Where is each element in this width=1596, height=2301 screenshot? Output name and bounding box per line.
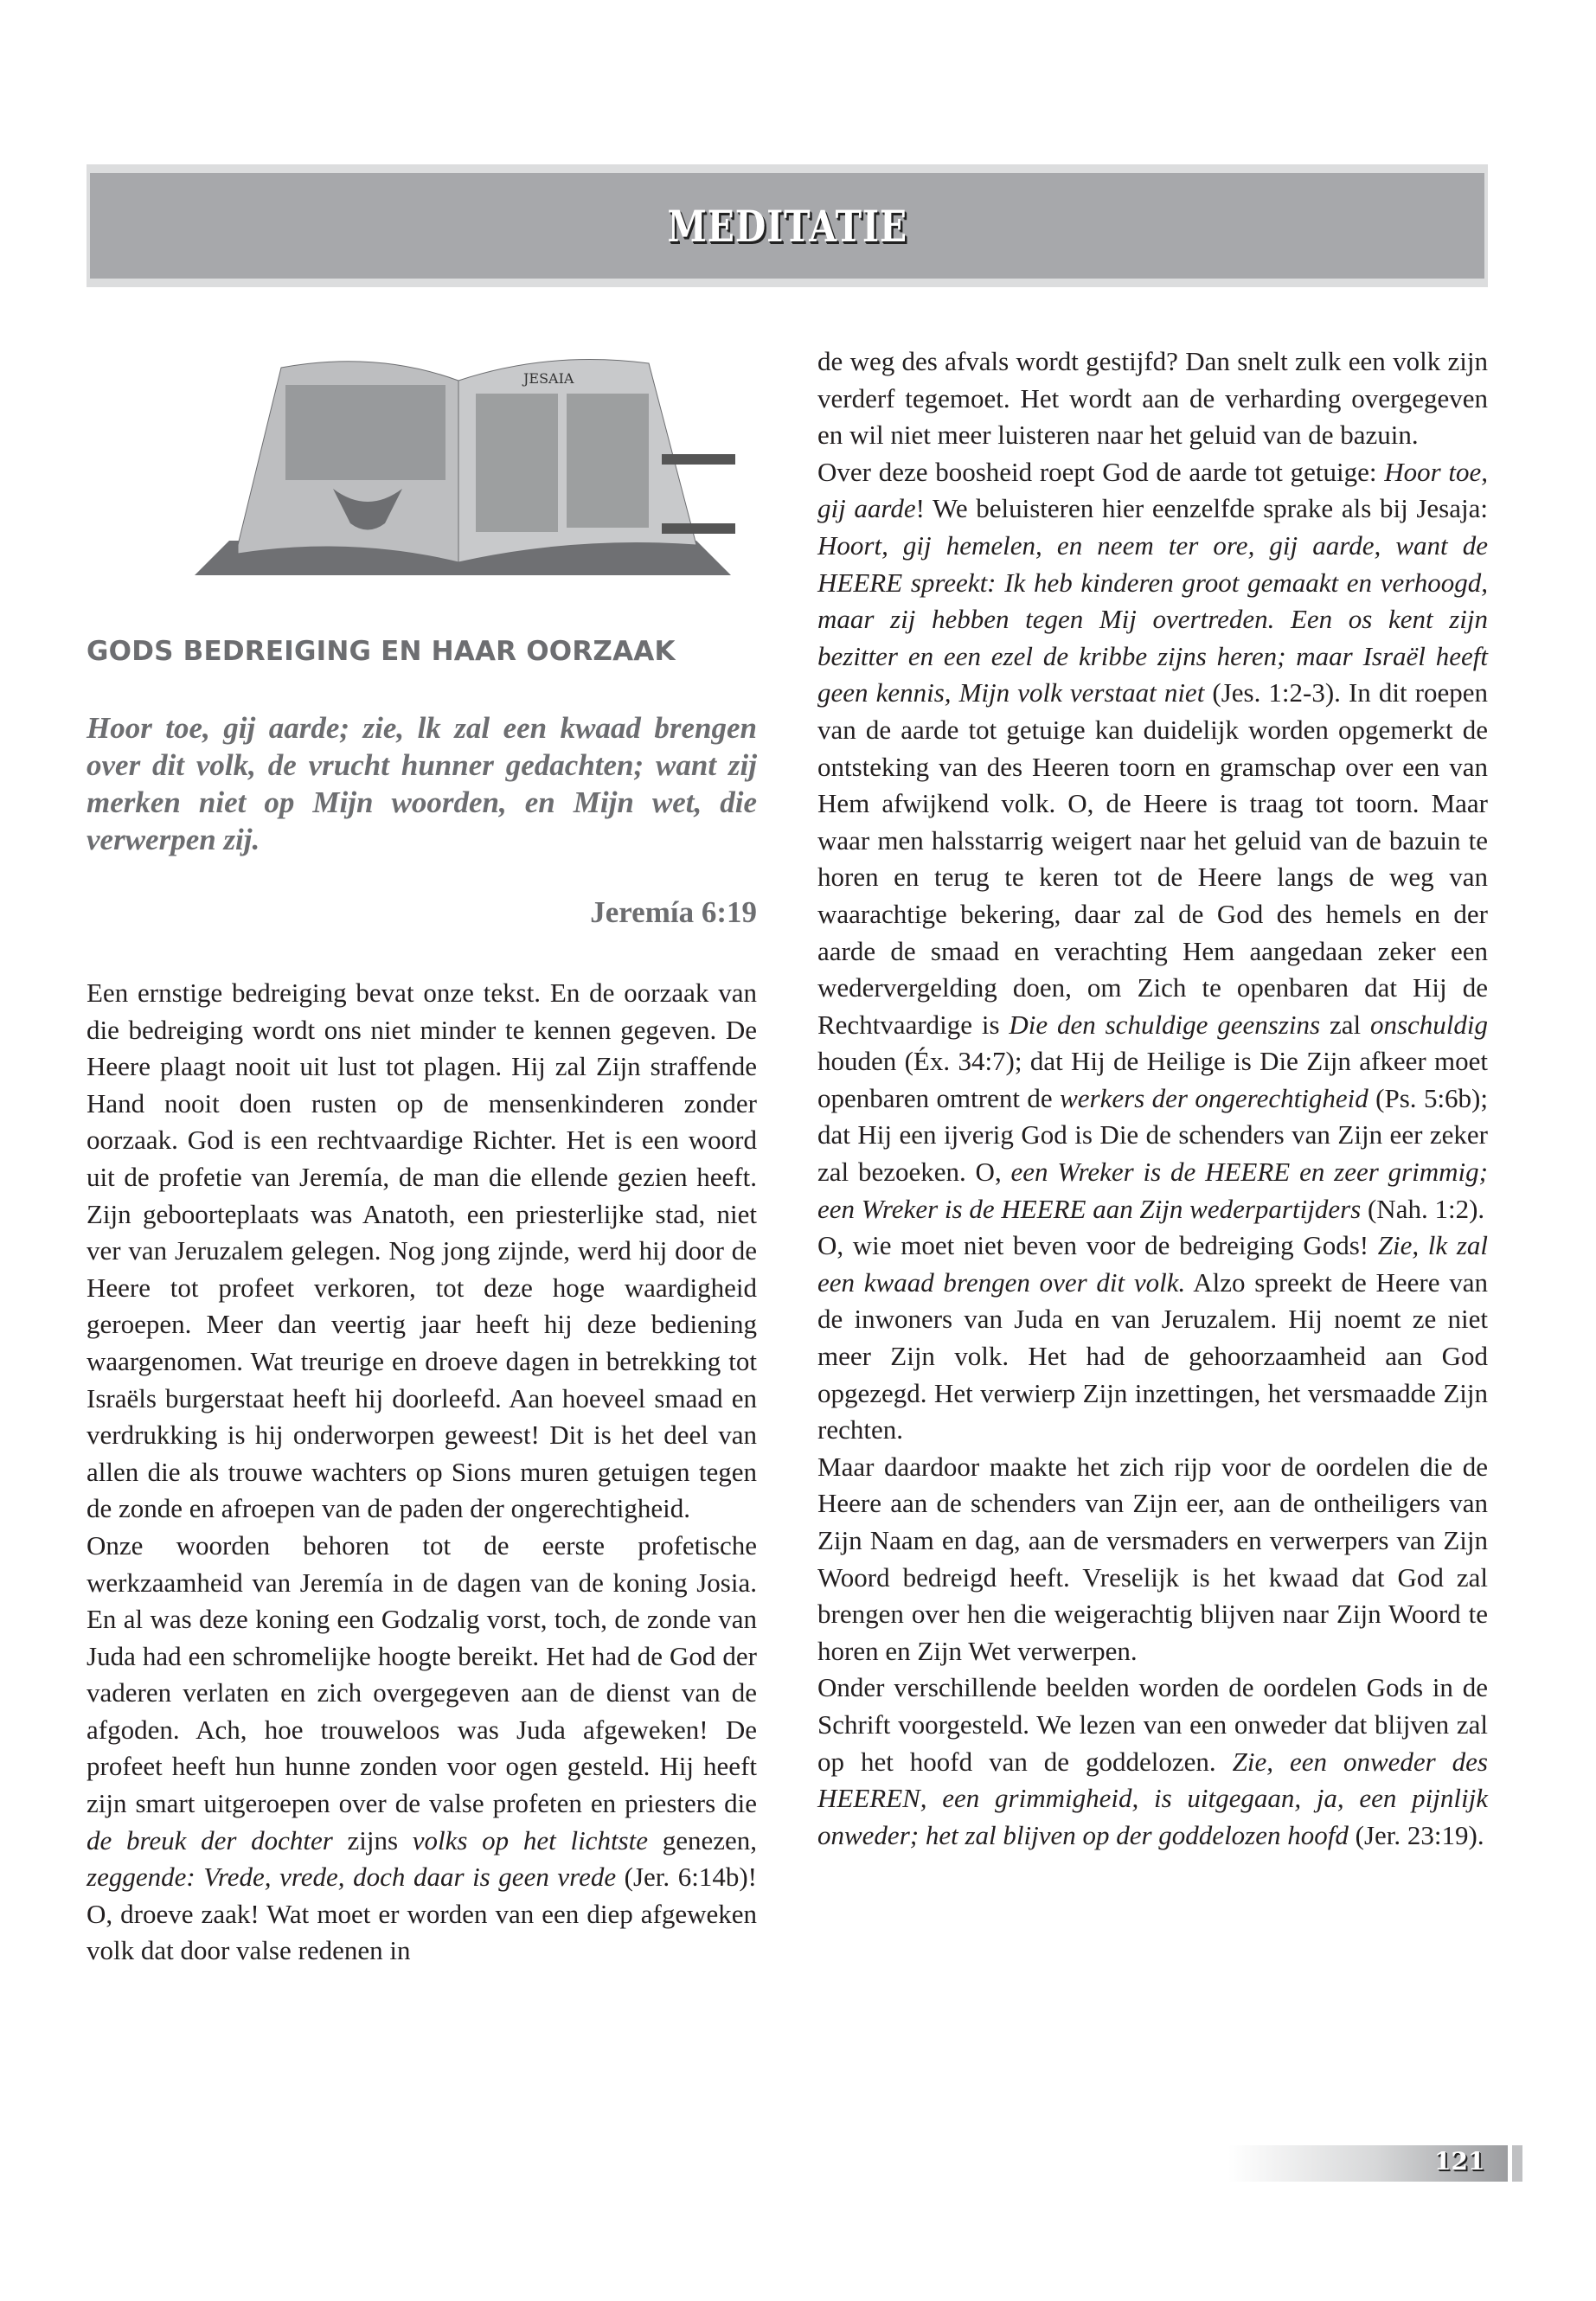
italic-text: zeggende: Vrede, vrede, doch daar is geen vrede <box>87 1862 617 1893</box>
italic-text: onschuldig <box>1369 1009 1488 1040</box>
clasp-top <box>662 454 735 465</box>
body-text: Maar daardoor maakte het zich rijp voor de oordelen die de Heere aan de schenders van Zijn eer, aan de ontheiligers van Zijn Naam en dag, aan de versmaders en verwerpers van Zijn Woord bedreigd heeft. Vreselijk is het kwaad dat God zal brengen over hen die weigerachtig blijven naar Zijn Woord te horen en Zijn Wet verwerpen. <box>817 1451 1488 1666</box>
body-text: zijns <box>332 1824 413 1856</box>
italic-text: Die den schuldige geenszins <box>1009 1009 1321 1040</box>
text-block-left <box>285 385 445 480</box>
paragraph <box>817 1670 1488 1854</box>
body-text: (Jer. 6:14b)! O, droeve zaak! Wat moet er worden van een diep afgeweken volk dat door valse redenen in <box>87 1862 757 1966</box>
italic-text: Hoor toe, gij aarde <box>817 456 1488 524</box>
body-text: (Jes. 1:2-3). In dit roepen van de aarde tot getuige kan duidelijk worden opgemerkt de ontsteking van des Heeren toorn en gramschap over een van Hem afwijkend volk. O, de Heere is traag tot toorn. Maar waar men halsstarrig weigert naar het geluid van de bazuin te horen en terug te keren tot de Heere langs de weg van waarachtige bekering, daar zal de God des hemels en der aarde de smaad en verachting Hem aangedaan zeker een wedervergelding doen, om Zich te openbaren dat Hij de Rechtvaardige is <box>817 677 1488 1040</box>
body-text: ! We beluisteren hier eenzelfde sprake als bij Jesaja: <box>915 493 1488 524</box>
paragraph <box>817 343 1488 454</box>
right-column <box>817 343 1488 1854</box>
body-text: Onze woorden behoren tot de eerste profetische werkzaamheid van Jeremía in de dagen van de koning Josia. En al was deze koning een Godzalig vorst, toch, de zonde van Juda had een schromelijke hoogte bereikt. Het had de God der vaderen verlaten en zich overgegeven aan de dienst van de afgoden. Ach, hoe trouweloos was Juda afgeweken! De profeet heeft hun hunne zonden voor ogen gesteld. Hij heeft zijn smart uitgeroepen over de valse profeten en priesters die <box>87 1529 757 1819</box>
italic-text: Zie, lk zal een kwaad brengen over dit volk. <box>817 1230 1488 1298</box>
left-column <box>87 975 757 1970</box>
body-text: (Nah. 1:2). <box>1361 1193 1485 1224</box>
italic-text: werkers der ongerechtigheid <box>1060 1082 1368 1113</box>
italic-text: Zie, een onweder des HEEREN, een grimmigheid, is uitgegaan, ja, een pijnlijk onweder; het zal blijven op der goddelozen hoofd <box>817 1746 1488 1850</box>
paragraph <box>817 1449 1488 1670</box>
page-number-bar-end <box>1512 2145 1522 2182</box>
paragraph <box>87 1528 757 1970</box>
page-title: MEDITATIE <box>667 200 907 252</box>
open-bible-illustration <box>177 350 748 588</box>
scripture-quote: Hoor toe, gij aarde; zie, lk zal een kwaad brengen over dit volk, de vrucht hunner gedachten; want zij merken niet op Mijn woorden, en Mijn wet, die verwerpen zij. <box>87 711 757 856</box>
body-text: zal <box>1320 1009 1370 1040</box>
italic-text: Hoort, gij hemelen, en neem ter ore, gij aarde, want de HEERE spreekt: Ik heb kinderen groot gemaakt en verhoogd, maar zij hebben tegen Mij overtreden. Een os kent zijn bezitter en een ezel de kribbe zijns heren; maar Israël heeft geen kennis, Mijn volk verstaat niet <box>817 529 1488 708</box>
page-number: 121 <box>1434 2147 1485 2176</box>
body-text: genezen, <box>648 1824 757 1856</box>
body-text: Alzo spreekt de Heere van de inwoners van Juda en van Jeruzalem. Hij noemt ze niet meer Zijn volk. Het had de gehoorzaamheid aan God opgezegd. Het verwierp Zijn inzettingen, het versmaadde Zijn rechten. <box>817 1266 1488 1445</box>
scripture-reference: Jeremía 6:19 <box>590 895 757 929</box>
body-text: (Jer. 23:19). <box>1348 1819 1484 1850</box>
section-banner <box>87 164 1488 287</box>
italic-text: de breuk der dochter <box>87 1824 333 1856</box>
section-heading: GODS BEDREIGING EN HAAR OORZAAK <box>87 636 676 667</box>
section-banner-inner <box>90 173 1484 279</box>
body-text: (Ps. 5:6b); dat Hij een ijverig God is Die de schenders van Zijn eer zeker zal bezoeken. O, <box>817 1082 1488 1188</box>
italic-text: een Wreker is de HEERE en zeer grimmig; een Wreker is de HEERE aan Zijn wederpartijders <box>817 1157 1488 1224</box>
body-text: Over deze boosheid roept God de aarde tot getuige: <box>817 456 1385 487</box>
body-text: Een ernstige bedreiging bevat onze tekst. En de oorzaak van die bedreiging wordt ons niet minder te kennen gegeven. De Heere plaagt nooit uit lust tot plagen. Hij zal Zijn straffende Hand nooit doen rusten op de mensenkinderen zonder oorzaak. God is een rechtvaardige Richter. Het is een woord uit de profetie van Jeremía, de man die ellende gezien heeft. Zijn geboorteplaats was Anatoth, een priesterlijke stad, niet ver van Jeruzalem gelegen. Nog jong zijnde, werd hij door de Heere tot profeet verkoren, tot deze hoge waardigheid geroepen. Meer dan veertig jaar heeft hij deze bediening waargenomen. Wat treurige en droeve dagen in betrekking tot Israëls burgerstaat heeft hij doorleefd. Aan hoeveel smaad en verdrukking is hij onderworpen geweest! Dit is het deel van allen die als trouwe wachters op Sions muren getuigen tegen de zonde en afroepen van de paden der ongerechtigheid. <box>87 977 757 1524</box>
body-text: houden (Éx. 34:7); dat Hij de Heilige is Die Zijn afkeer moet openbaren omtrent de <box>817 1046 1488 1113</box>
paragraph <box>817 1227 1488 1449</box>
body-text: Onder verschillende beelden worden de oordelen Gods in de Schrift voorgesteld. We lezen van een onweder dat blijven zal op het hoofd van de goddelozen. <box>817 1672 1488 1777</box>
paragraph <box>817 454 1488 1227</box>
paragraph <box>87 975 757 1528</box>
book-label: JESAIA <box>523 370 574 387</box>
italic-text: volks op het lichtste <box>412 1824 648 1856</box>
body-text: O, wie moet niet beven voor de bedreiging Gods! <box>817 1230 1378 1261</box>
body-text: de weg des afvals wordt gestijfd? Dan snelt zulk een volk zijn verderf tegemoet. Het wordt aan de verharding overgegeven en wil niet meer luisteren naar het geluid van de bazuin. <box>817 346 1488 451</box>
clasp-bottom <box>662 523 735 534</box>
